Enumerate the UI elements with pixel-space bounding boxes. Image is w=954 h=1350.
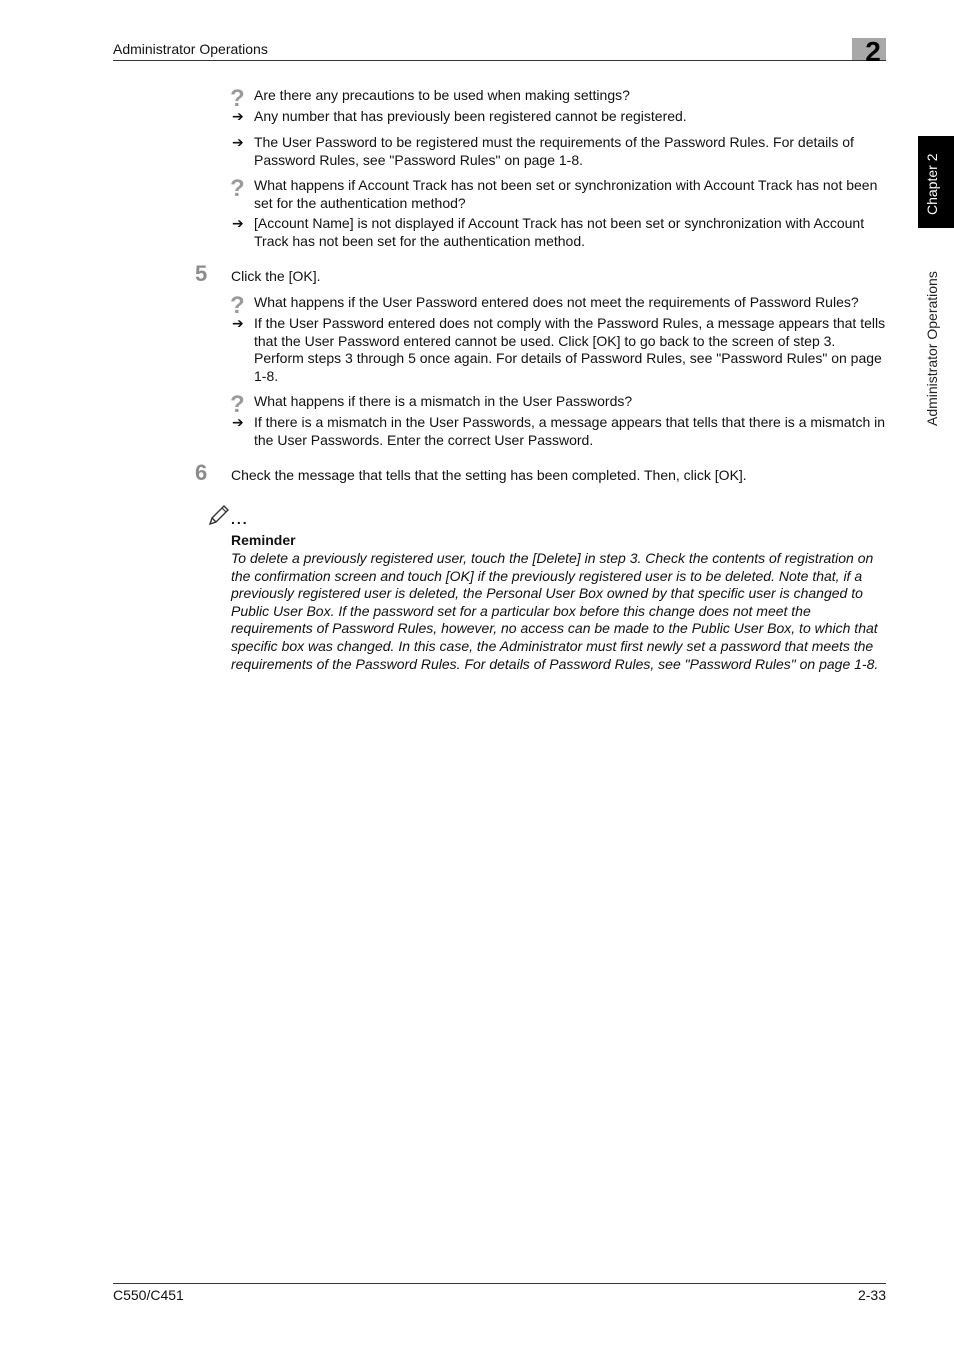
arrow-icon: ➔ [232, 414, 244, 430]
header-title: Administrator Operations [113, 41, 268, 57]
step-text: Check the message that tells that the setting has been completed. Then, click [OK]. [231, 467, 747, 483]
pencil-icon [207, 503, 231, 533]
answer-text: If there is a mismatch in the User Passwords, a message appears that tells that there is a mismatch in the User Passwords. Enter the correct User Password. [254, 414, 886, 448]
step-number: 6 [195, 460, 208, 485]
question-text: What happens if there is a mismatch in the User Passwords? [254, 393, 633, 409]
question-icon: ? [230, 391, 245, 418]
side-chapter-label: Chapter 2 [924, 153, 940, 215]
question-icon: ? [230, 175, 245, 202]
question-icon: ? [230, 292, 245, 319]
question-text: Are there any precautions to be used when making settings? [254, 87, 630, 103]
footer-divider [113, 1283, 886, 1284]
answer-text: If the User Password entered does not comply with the Password Rules, a message appears that tells that the User Password entered cannot be used. Click [OK] to go back to the screen of step 3. Perform steps 3 through 5 once again. For details of Password Rules, see "Password Rules" on page 1-8. [254, 315, 886, 384]
side-section-label: Administrator Operations [924, 271, 940, 426]
answer-text: Any number that has previously been registered cannot be registered. [254, 108, 687, 124]
footer-page-number: 2-33 [857, 1287, 886, 1303]
reminder-dots: ... [231, 511, 249, 527]
footer-model: C550/C451 [113, 1287, 184, 1303]
arrow-icon: ➔ [232, 134, 244, 150]
reminder-title: Reminder [231, 532, 296, 548]
question-text: What happens if the User Password entered does not meet the requirements of Password Rules? [254, 294, 859, 310]
answer-text: The User Password to be registered must the requirements of the Password Rules. For details of Password Rules, see "Password Rules" on page 1-8. [254, 134, 854, 168]
step-text: Click the [OK]. [231, 268, 321, 284]
step-number: 5 [195, 261, 208, 286]
header-divider [113, 60, 886, 61]
reminder-body: To delete a previously registered user, touch the [Delete] in step 3. Check the contents of registration on the confirmation screen and touch [OK] if the previously registered user is to be deleted. Note that, if a previously registered user is deleted, the Personal User Box owned by that specific user is changed to Public User Box. If the password set for a particular box before this change does not meet the requirements of Password Rules, however, no access can be made to the Public User Box, to which that specific box was changed. In this case, the Administrator must first newly set a password that meets the requirements of the Password Rules. For details of Password Rules, see "Password Rules" on page 1-8. [231, 550, 879, 672]
arrow-icon: ➔ [232, 315, 244, 331]
arrow-icon: ➔ [232, 108, 244, 124]
question-text: What happens if Account Track has not been set or synchronization with Account Track has not been set for the authentication method? [254, 177, 878, 211]
arrow-icon: ➔ [232, 215, 244, 231]
answer-text: [Account Name] is not displayed if Account Track has not been set or synchronization with Account Track has not been set for the authentication method. [254, 215, 865, 249]
question-icon: ? [230, 85, 245, 112]
chapter-number: 2 [865, 36, 881, 67]
